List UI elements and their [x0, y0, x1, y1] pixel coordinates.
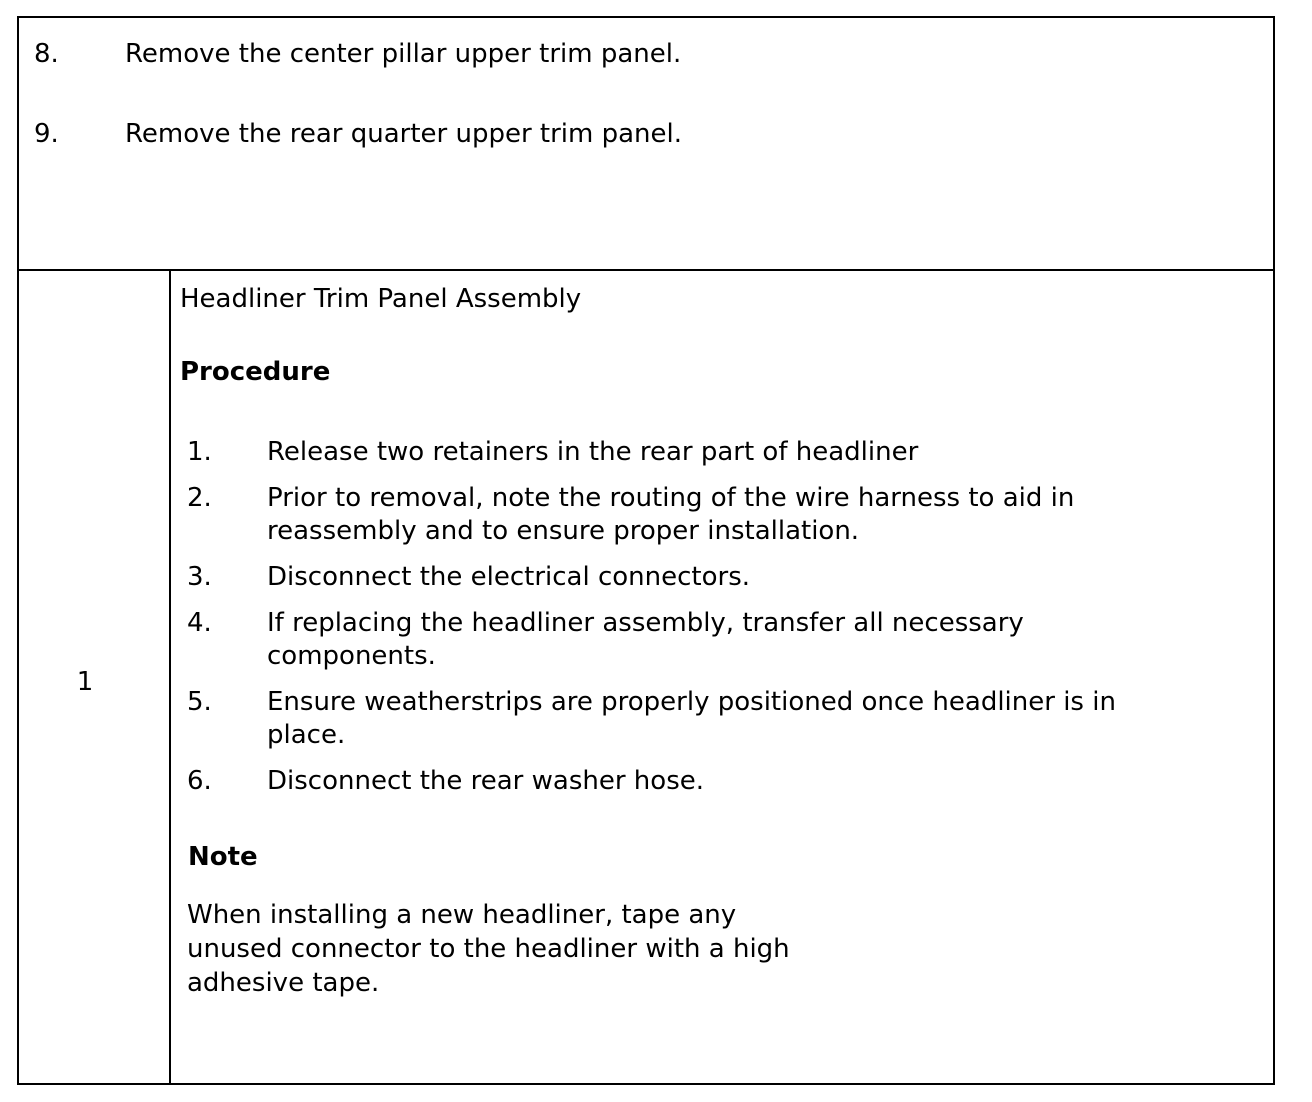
section-title: Headliner Trim Panel Assembly — [180, 284, 582, 314]
procedure-step — [187, 482, 1177, 548]
previous-steps-section — [19, 18, 1273, 271]
step-number: 8. — [34, 39, 59, 69]
procedure-step-text: Ensure weatherstrips are properly positioned once headliner is in place. — [267, 687, 1116, 750]
step-item — [34, 119, 682, 149]
procedure-step-text: Disconnect the rear washer hose. — [267, 766, 704, 796]
procedure-step-number: 2. — [187, 483, 212, 513]
content-column — [171, 271, 1273, 1083]
step-item — [34, 39, 681, 69]
procedure-step-text: Release two retainers in the rear part of headliner — [267, 437, 919, 467]
procedure-list — [187, 436, 1177, 811]
step-text: Remove the center pillar upper trim panel. — [125, 39, 682, 69]
procedure-step — [187, 561, 1177, 594]
step-number: 9. — [34, 119, 59, 149]
procedure-step — [187, 607, 1177, 673]
procedure-step-number: 6. — [187, 766, 212, 796]
procedure-step — [187, 765, 1177, 798]
step-text: Remove the rear quarter upper trim panel. — [125, 119, 682, 149]
procedure-step-text: Prior to removal, note the routing of the wire harness to aid in reassembly and to ensure proper installation. — [267, 483, 1075, 546]
procedure-heading: Procedure — [180, 357, 331, 387]
procedure-step-text: If replacing the headliner assembly, transfer all necessary components. — [267, 608, 1024, 671]
reference-number: 1 — [76, 667, 94, 697]
procedure-step — [187, 686, 1177, 752]
document-table — [17, 16, 1275, 1085]
reference-column — [19, 271, 171, 1083]
procedure-step-number: 5. — [187, 687, 212, 717]
note-text: When installing a new headliner, tape any unused connector to the headliner with a high adhesive tape. — [187, 900, 790, 998]
component-section — [19, 271, 1273, 1083]
procedure-step-number: 3. — [187, 562, 212, 592]
procedure-step-number: 1. — [187, 437, 212, 467]
procedure-step — [187, 436, 1177, 469]
procedure-step-text: Disconnect the electrical connectors. — [267, 562, 751, 592]
note-heading: Note — [188, 842, 258, 872]
procedure-step-number: 4. — [187, 608, 212, 638]
